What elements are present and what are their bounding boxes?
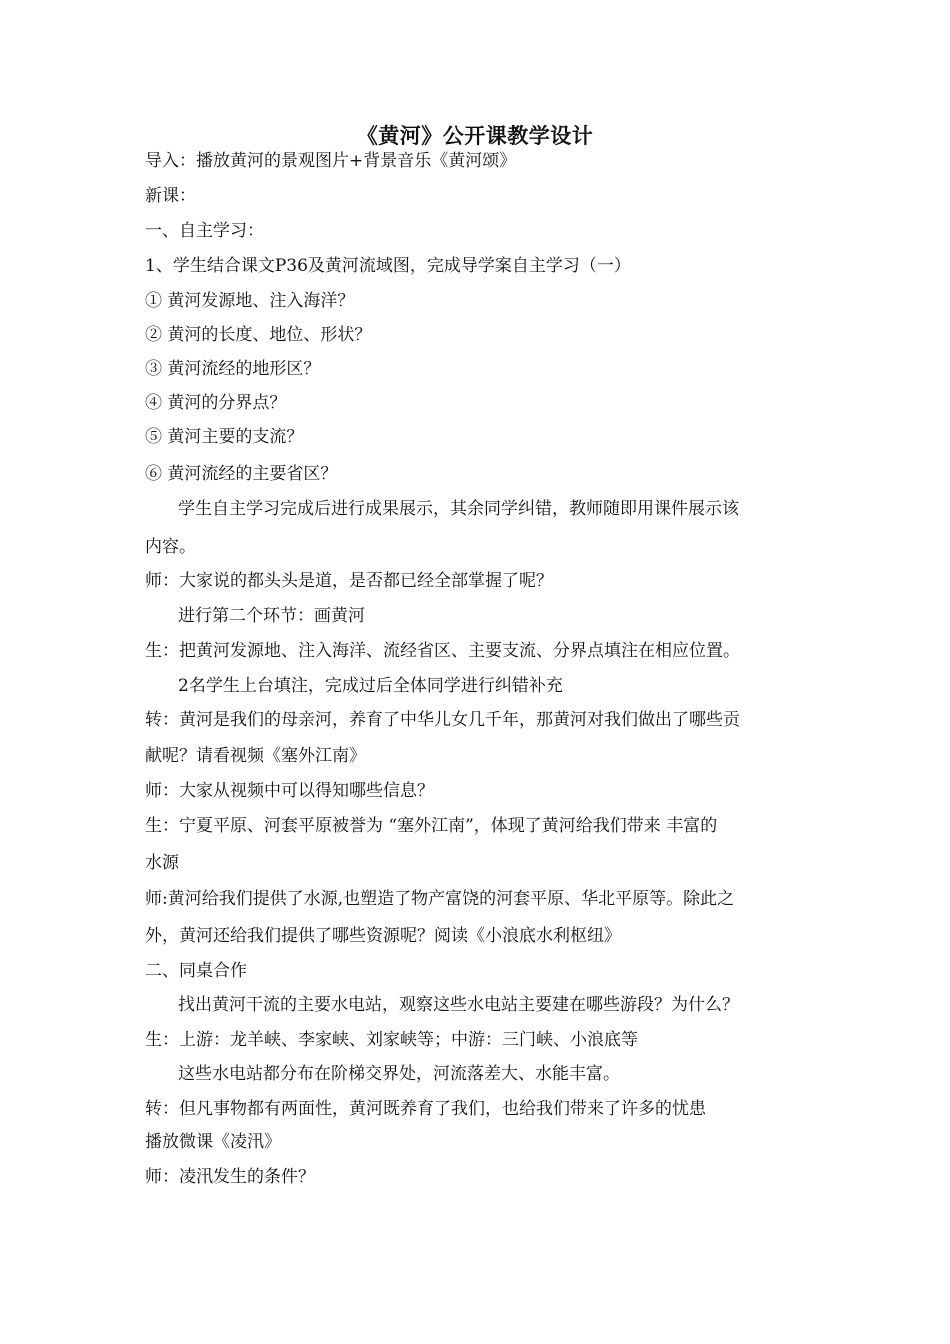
text-line: 生：把黄河发源地、注入海洋、流经省区、主要支流、分界点填注在相应位置。 [145, 641, 740, 661]
text-line: 这些水电站都分布在阶梯交界处，河流落差大、水能丰富。 [178, 1064, 620, 1084]
text-line: 内容。 [145, 537, 196, 557]
question-item: ③ 黄河流经的地形区？ [145, 359, 321, 379]
question-item: ⑥ 黄河流经的主要省区？ [145, 464, 338, 484]
text-line: 1、学生结合课文P36及黄河流域图，完成导学案自主学习（一） [145, 256, 631, 276]
intro-line: 导入：播放黄河的景观图片+背景音乐《黄河颂》 [145, 151, 517, 171]
text-line: 找出黄河干流的主要水电站，观察这些水电站主要建在哪些游段？为什么？ [178, 995, 739, 1015]
section-heading-self-study: 一、自主学习： [145, 221, 264, 241]
question-item: ① 黄河发源地、注入海洋？ [145, 291, 355, 311]
text-line: 外，黄河还给我们提供了哪些资源呢？阅读《小浪底水利枢纽》 [145, 926, 621, 946]
text-line: 献呢？请看视频《塞外江南》 [145, 746, 366, 766]
text-line: 转：黄河是我们的母亲河，养育了中华儿女几千年，那黄河对我们做出了哪些贡 [145, 710, 740, 730]
text-line: 师：大家说的都头头是道，是否都已经全部掌握了呢？ [145, 571, 553, 591]
text-line: 师：凌汛发生的条件？ [145, 1167, 315, 1187]
question-item: ④ 黄河的分界点？ [145, 393, 287, 413]
text-line: 师：大家从视频中可以得知哪些信息？ [145, 781, 434, 801]
question-item: ② 黄河的长度、地位、形状？ [145, 325, 372, 345]
text-line: 播放微课《凌汛》 [145, 1132, 281, 1152]
text-line: 师:黄河给我们提供了水源,也塑造了物产富饶的河套平原、华北平原等。除此之 [145, 889, 735, 909]
new-lesson-heading: 新课： [145, 186, 196, 206]
text-line: 生：上游：龙羊峡、李家峡、刘家峡等；中游：三门峡、小浪底等 [145, 1030, 638, 1050]
text-line: 水源 [145, 853, 179, 873]
text-line: 2名学生上台填注，完成过后全体同学进行纠错补充 [178, 676, 563, 696]
section-heading-pair-work: 二、同桌合作 [145, 961, 247, 981]
text-line: 生：宁夏平原、河套平原被誉为 “塞外江南”，体现了黄河给我们带来 丰富的 [145, 816, 718, 836]
text-line: 进行第二个环节：画黄河 [178, 606, 365, 626]
document-title: 《黄河》公开课教学设计 [356, 123, 594, 148]
text-line: 转：但凡事物都有两面性，黄河既养育了我们，也给我们带来了许多的忧患 [145, 1099, 706, 1119]
text-line: 学生自主学习完成后进行成果展示，其余同学纠错，教师随即用课件展示该 [178, 499, 739, 519]
question-item: ⑤ 黄河主要的支流？ [145, 427, 304, 447]
